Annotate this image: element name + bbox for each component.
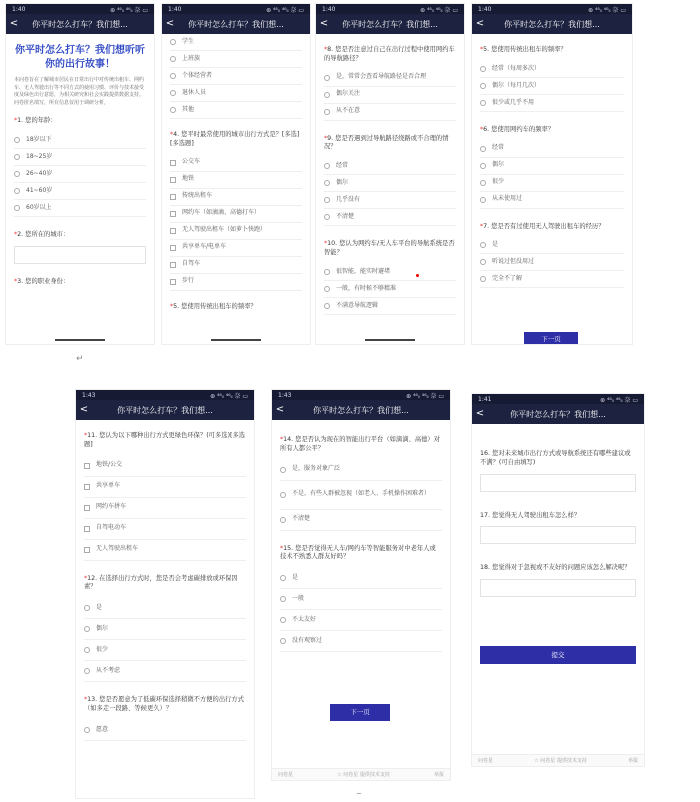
option[interactable]: 偶尔 <box>84 619 246 640</box>
survey-content <box>162 34 310 321</box>
option[interactable]: 网约车拼车 <box>84 498 246 519</box>
question-1: *1. 您的年龄： <box>14 117 57 124</box>
option[interactable]: 网约车（如滴滴、高德打车） <box>170 206 302 223</box>
question-14: *14. 您是否认为现在的智能出行平台（如滴滴、高德）对所有人都公平？ <box>280 436 441 452</box>
question-15: *15. 您是否觉得无人车/网约车等智能服务对中老年人或技术不熟悉人群友好吗？ <box>280 544 436 561</box>
option[interactable]: 退休人员 <box>170 85 302 102</box>
radio-icon[interactable] <box>324 269 330 275</box>
survey-content <box>6 34 154 296</box>
q16-input[interactable] <box>480 474 636 492</box>
back-icon[interactable]: < <box>319 18 329 29</box>
checkbox-icon[interactable] <box>170 194 176 200</box>
radio-icon[interactable] <box>14 154 20 160</box>
radio-icon[interactable] <box>14 171 20 177</box>
enter-mark: ↵ <box>76 354 84 364</box>
screen-6 <box>272 390 450 780</box>
radio-icon[interactable] <box>14 205 20 211</box>
option[interactable]: 完全不了解 <box>480 271 624 288</box>
option[interactable]: 很智能，能实时避堵 <box>324 264 456 281</box>
checkbox-icon[interactable] <box>170 228 176 234</box>
radio-icon[interactable] <box>280 467 286 473</box>
checkbox-icon[interactable] <box>84 505 90 511</box>
status-bar: 1:43 ⊛ ⁴⁶ₗₗ ⁴⁶ₗₗ 奈 ▭ <box>272 390 450 400</box>
option[interactable]: 无人驾驶出租车 <box>84 540 246 561</box>
question-5: *5. 您使用传统出租车的频率？ <box>480 46 567 53</box>
screen-1 <box>6 4 154 344</box>
option[interactable]: 共享单车 <box>84 477 246 498</box>
question-17: 17. 您觉得无人驾驶出租车怎么样？ <box>480 511 581 519</box>
option[interactable]: 很少 <box>84 640 246 661</box>
radio-icon[interactable] <box>480 100 486 106</box>
home-indicator <box>211 339 261 341</box>
radio-icon[interactable] <box>280 492 286 498</box>
survey-content <box>472 34 632 292</box>
checkbox-icon[interactable] <box>84 547 90 553</box>
option[interactable]: 步行 <box>170 274 302 291</box>
option[interactable]: 偶尔（每月几次） <box>480 78 624 95</box>
radio-icon[interactable] <box>480 242 486 248</box>
option[interactable]: 不是，有些人群被忽视（如老人、手机操作困难者） <box>280 481 442 510</box>
checkbox-icon[interactable] <box>84 484 90 490</box>
next-page-button[interactable]: 下一页 <box>330 704 390 721</box>
option[interactable]: 不清楚 <box>324 209 456 226</box>
option[interactable]: 是，服务对象广泛 <box>280 460 442 481</box>
radio-icon[interactable] <box>280 596 286 602</box>
question-3: *3. 您的职业身份： <box>14 277 70 285</box>
radio-icon[interactable] <box>324 214 330 220</box>
radio-icon[interactable] <box>324 303 330 309</box>
nav-bar: < 你平时怎么打车？我们想... <box>316 14 464 34</box>
report-link[interactable]: 举报 <box>433 772 444 778</box>
question-8: *8. 您是否注意过自己在出行过程中使用网约车的导航路径？ <box>324 46 455 62</box>
footer-powered[interactable]: ☆ 问卷星 提供技术支持 <box>534 758 587 764</box>
checkbox-icon[interactable] <box>170 160 176 166</box>
option[interactable]: 无人驾驶出租车（如萝卜快跑） <box>170 223 302 240</box>
question-13: *13. 您是否愿意为了低碳环保选择稍微不方便的出行方式（如多走一段路、等候更久）？ <box>84 696 245 713</box>
option[interactable]: 地铁/公交 <box>84 456 246 477</box>
option[interactable]: 是 <box>84 598 246 619</box>
option[interactable]: 很少或几乎不用 <box>480 95 624 112</box>
option[interactable]: 自驾电动车 <box>84 519 246 540</box>
radio-icon[interactable] <box>14 137 20 143</box>
radio-icon[interactable] <box>324 92 330 98</box>
submit-button[interactable]: 提交 <box>480 646 636 664</box>
option[interactable]: 26~40岁 <box>14 166 146 183</box>
radio-icon[interactable] <box>480 276 486 282</box>
option[interactable]: 18岁以下 <box>14 132 146 149</box>
question-12: *12. 在选择出行方式时，您是否会考虑碳排放或环保因素？ <box>84 574 238 591</box>
radio-icon[interactable] <box>324 109 330 115</box>
home-indicator <box>55 339 105 341</box>
question-9: *9. 您是否遇到过导航路径绕路或不合理的情况？ <box>324 134 449 151</box>
option[interactable]: 公交车 <box>170 155 302 172</box>
nav-bar: < 你平时怎么打车？我们想... <box>76 400 254 420</box>
radio-icon[interactable] <box>324 197 330 203</box>
nav-bar: < 你平时怎么打车？我们想... <box>472 404 644 424</box>
radio-icon[interactable] <box>170 56 176 62</box>
option[interactable]: 一般，有时候不够精准 <box>324 281 456 298</box>
q17-input[interactable] <box>480 526 636 544</box>
bottom-mark: ~ <box>356 790 362 798</box>
option[interactable]: 是，常常会查看导航路径是否合理 <box>324 70 456 87</box>
question-11: *11. 您认为以下哪种出行方式更绿色环保？(可多选)[多选题] <box>84 432 246 448</box>
question-2: *2. 您所在的城市： <box>14 230 70 238</box>
nav-bar: < 你平时怎么打车？我们想... <box>272 400 450 420</box>
radio-icon[interactable] <box>480 180 486 186</box>
radio-icon[interactable] <box>280 638 286 644</box>
option[interactable]: 从不考虑 <box>84 661 246 682</box>
radio-icon[interactable] <box>84 626 90 632</box>
option[interactable]: 经常（每周多次） <box>480 61 624 78</box>
status-bar: 1:40 ⊛ ⁴⁶ₗₗ ⁴⁶ₗₗ 奈 ▭ <box>316 4 464 14</box>
option[interactable]: 个体经营者 <box>170 68 302 85</box>
radio-icon[interactable] <box>84 647 90 653</box>
question-16: 16. 您对未来城市出行方式或导航系统还有哪些建议或不满？(可自由填写) <box>480 450 631 466</box>
option[interactable]: 自驾车 <box>170 257 302 274</box>
radio-icon[interactable] <box>480 259 486 265</box>
question-4: *4. 您平时最常使用的城市出行方式是？[多选][多选题] <box>170 131 300 147</box>
home-indicator <box>365 339 415 341</box>
survey-title: 你平时怎么打车？我们想听听你的出行故事！ <box>15 45 145 70</box>
option[interactable]: 偶尔 <box>324 175 456 192</box>
nav-bar: < 你平时怎么打车？我们想... <box>472 14 632 34</box>
option[interactable]: 不满意导航逻辑 <box>324 298 456 315</box>
option[interactable]: 经常 <box>324 158 456 175</box>
question-10: *10. 您认为网约车/无人车平台的导航系统是否智能？ <box>324 240 455 257</box>
option[interactable]: 共享单车/电单车 <box>170 240 302 257</box>
radio-icon[interactable] <box>280 575 286 581</box>
option[interactable]: 地铁 <box>170 172 302 189</box>
radio-icon[interactable] <box>280 517 286 523</box>
screen-2 <box>162 4 310 344</box>
next-page-button[interactable]: 下一页 <box>524 332 578 344</box>
option[interactable]: 很少 <box>480 175 624 192</box>
option[interactable]: 上班族 <box>170 51 302 68</box>
back-icon[interactable]: < <box>475 408 485 419</box>
option[interactable]: 经常 <box>480 141 624 158</box>
checkbox-icon[interactable] <box>170 279 176 285</box>
screen-7 <box>472 394 644 766</box>
status-bar: 1:40 ⊛ ⁴⁶ₗₗ ⁴⁶ₗₗ 奈 ▭ <box>162 4 310 14</box>
option[interactable]: 是 <box>480 237 624 254</box>
city-input[interactable] <box>14 246 146 264</box>
question-18: 18. 您觉得对于忽视或不友好的问题应该怎么解决呢？ <box>480 564 631 572</box>
option[interactable]: 其他 <box>170 102 302 119</box>
status-bar <box>6 4 154 14</box>
option[interactable]: 学生 <box>170 34 302 51</box>
nav-bar: < 你平时怎么打车？我们想... <box>162 14 310 34</box>
survey-content <box>472 424 644 605</box>
option[interactable]: 不清楚 <box>280 510 442 531</box>
footer-powered[interactable]: ☆ 问卷星 提供技术支持 <box>337 772 390 778</box>
radio-icon[interactable] <box>480 163 486 169</box>
q18-input[interactable] <box>480 579 636 597</box>
back-icon[interactable]: < <box>79 404 89 415</box>
option[interactable]: 几乎没有 <box>324 192 456 209</box>
screen-4 <box>472 4 632 344</box>
back-icon[interactable]: < <box>9 18 19 29</box>
option[interactable]: 一般 <box>280 589 442 610</box>
radio-icon[interactable] <box>170 39 176 45</box>
status-bar: 1:41 ⊛ ⁴⁶ₗₗ ⁴⁶ₗₗ 奈 ▭ <box>472 394 644 404</box>
back-icon[interactable]: < <box>275 404 285 415</box>
checkbox-icon[interactable] <box>84 463 90 469</box>
checkbox-icon[interactable] <box>170 177 176 183</box>
nav-bar <box>6 14 154 34</box>
screen-3 <box>316 4 464 344</box>
radio-icon[interactable] <box>170 90 176 96</box>
status-icons: ⊛ ⁴⁶ₗₗ ⁴⁶ₗₗ 奈 ▭ <box>110 6 148 14</box>
report-link[interactable]: 举报 <box>627 758 638 764</box>
status-bar: 1:43 ⊛ ⁴⁶ₗₗ ⁴⁶ₗₗ 奈 ▭ <box>76 390 254 400</box>
option[interactable]: 不太友好 <box>280 610 442 631</box>
option[interactable]: 听说过但没用过 <box>480 254 624 271</box>
checkbox-icon[interactable] <box>170 262 176 268</box>
option[interactable]: 没有观察过 <box>280 631 442 652</box>
question-5: *5. 您使用传统出租车的频率？ <box>170 302 257 310</box>
radio-icon[interactable] <box>324 286 330 292</box>
radio-icon[interactable] <box>480 66 486 72</box>
option[interactable]: 是 <box>280 568 442 589</box>
option[interactable]: 传统出租车 <box>170 189 302 206</box>
radio-icon[interactable] <box>280 617 286 623</box>
radio-icon[interactable] <box>84 605 90 611</box>
radio-icon[interactable] <box>480 146 486 152</box>
checkbox-icon[interactable] <box>170 245 176 251</box>
survey-content <box>76 420 254 745</box>
radio-icon[interactable] <box>324 180 330 186</box>
radio-icon[interactable] <box>480 197 486 203</box>
radio-icon[interactable] <box>324 163 330 169</box>
option[interactable]: 偶尔 <box>480 158 624 175</box>
radio-icon[interactable] <box>84 668 90 674</box>
back-icon[interactable]: < <box>475 18 485 29</box>
option[interactable]: 18~25岁 <box>14 149 146 166</box>
option[interactable]: 从不在意 <box>324 104 456 121</box>
radio-icon[interactable] <box>14 188 20 194</box>
back-icon[interactable]: < <box>165 18 175 29</box>
question-6: *6. 您使用网约车的频率？ <box>480 125 555 133</box>
option[interactable]: 愿意 <box>84 720 246 741</box>
checkbox-icon[interactable] <box>170 211 176 217</box>
radio-icon[interactable] <box>170 107 176 113</box>
radio-icon[interactable] <box>324 75 330 81</box>
footer-bar <box>272 768 450 780</box>
option[interactable]: 偶尔关注 <box>324 87 456 104</box>
survey-content <box>272 420 450 656</box>
radio-icon[interactable] <box>170 73 176 79</box>
survey-intro: 本问卷旨在了解城市居民在日常出行中对传统出租车、网约车、无人驾驶出行等不同方式的使用习惯、评价与技术接受度及绿色出行意愿，为相关研究和社会实践提供数据支持。问卷匿名填写，所有信息仅用于调研分析， <box>14 77 145 106</box>
option[interactable]: 41~60岁 <box>14 183 146 200</box>
footer-brand: 问卷星 <box>478 758 494 764</box>
red-dot <box>416 274 419 277</box>
status-bar: 1:40 ⊛ ⁴⁶ₗₗ ⁴⁶ₗₗ 奈 ▭ <box>472 4 632 14</box>
survey-content <box>316 34 464 319</box>
option[interactable]: 从未使用过 <box>480 192 624 209</box>
radio-icon[interactable] <box>84 727 90 733</box>
question-7: *7. 您是否有过使用无人驾驶出租车的经历？ <box>480 222 605 230</box>
footer-bar <box>472 754 644 766</box>
footer-brand: 问卷星 <box>278 772 294 778</box>
checkbox-icon[interactable] <box>84 526 90 532</box>
option[interactable]: 60岁以上 <box>14 200 146 217</box>
screen-5 <box>76 390 254 798</box>
nav-title: 你平时怎么打车？我们想... <box>32 19 128 29</box>
status-time: 1:40 <box>12 5 26 13</box>
radio-icon[interactable] <box>480 83 486 89</box>
